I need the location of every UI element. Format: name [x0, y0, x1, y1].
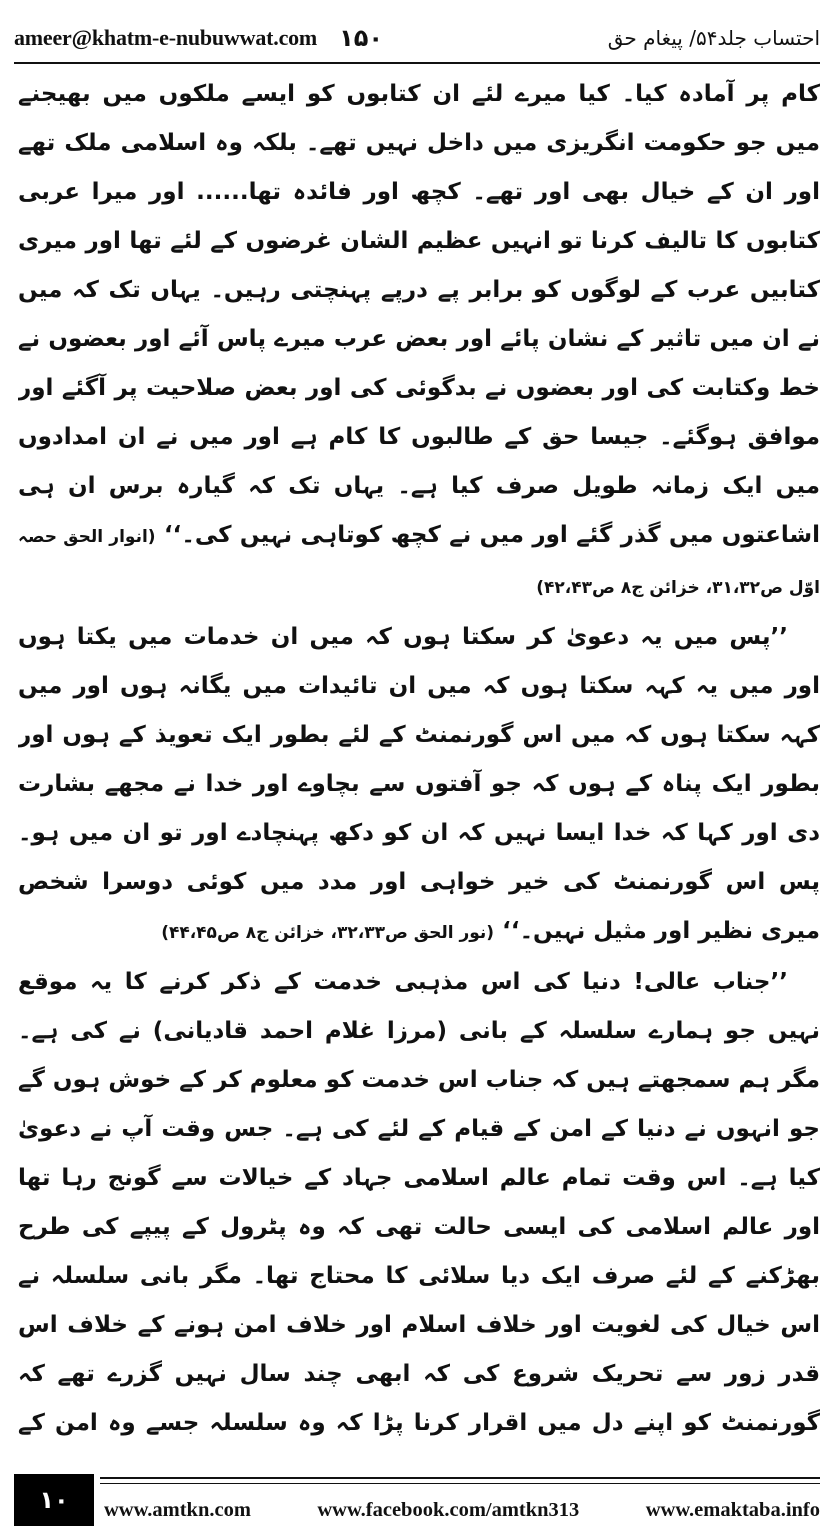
paragraph-2-text: ’’پس میں یہ دعویٰ کر سکتا ہوں کہ میں ان خدمات میں یکتا ہوں اور میں یہ کہہ سکتا ہوں کہ میں ان تائیدات میں یگانہ ہوں اور میں کہہ سکتا ہوں کہ میں اس گورنمنٹ کے لئے بطور ایک تعویذ کے ہوں اور بطور ایک پناہ کے ہوں کہ جو آفتوں سے بچاوے اور خدا نے مجھے بشارت دی اور کہا کہ خدا ایسا نہیں کہ ان کو دکھ پہنچادے اور تو ان میں ہو۔ پس اس گورنمنٹ کی خیر خواہی اور مدد میں کوئی دوسرا شخص میری نظیر اور مثیل نہیں۔‘‘: [18, 624, 820, 944]
paragraph-1-reference: (انوار الحق حصہ اوّل ص۳۱،۳۲، خزائن ج۸ ص۴۲،۴۳): [18, 527, 820, 598]
header-page-number: ۱۵۰: [339, 24, 384, 52]
footer-divider-thick: [100, 1477, 820, 1479]
page-header: [14, 18, 820, 58]
header-book-title: احتساب جلد۵۴/ پیغام حق: [607, 26, 820, 50]
footer-link-amtkn[interactable]: www.amtkn.com: [104, 1498, 251, 1521]
footer-divider-thin: [100, 1483, 820, 1484]
footer-link-emaktaba[interactable]: www.emaktaba.info: [645, 1498, 820, 1521]
paragraph-3: [18, 958, 820, 1455]
header-divider: [14, 62, 820, 64]
header-email: ameer@khatm-e-nubuwwat.com: [14, 25, 318, 50]
paragraph-2-reference: (نور الحق ص۳۲،۳۳، خزائن ج۸ ص۴۴،۴۵): [161, 923, 495, 943]
paragraph-1: [18, 70, 820, 613]
paragraph-1-text: کام پر آمادہ کیا۔ کیا میرے لئے ان کتابوں کو ایسے ملکوں میں بھیجنے میں جو حکومت انگریزی میں داخل نہیں تھے۔ بلکہ وہ اسلامی ملک تھے اور ان کے خیال بھی اور تھے۔ کچھ اور فائدہ تھا...... اور میرا عربی کتابوں کا تالیف کرنا تو انہیں عظیم الشان غرضوں کے لئے تھا اور میری کتابیں عرب کے لوگوں کو برابر پے درپے پہنچتی رہیں۔ یہاں تک کہ میں نے ان میں تاثیر کے نشان پائے اور بعض عرب میرے پاس آئے اور بعضوں نے خط وکتابت کی اور بعضوں نے بدگوئی کی اور بعض صلاحیت پر آگئے اور موافق ہوگئے۔ جیسا حق کے طالبوں کا کام ہے اور میں نے ان امدادوں میں ایک زمانہ طویل صرف کیا ہے۔ یہاں تک کہ گیارہ برس ان ہی اشاعتوں میں گذر گئے اور میں نے کچھ کوتاہی نہیں کی۔‘‘: [18, 81, 820, 548]
footer-links: [104, 1492, 820, 1528]
page-body: [18, 70, 820, 1455]
paragraph-2: [18, 613, 820, 958]
footer-link-facebook[interactable]: www.facebook.com/amtkn313: [317, 1498, 580, 1521]
paragraph-3-text: ’’جناب عالی! دنیا کی اس مذہبی خدمت کے ذکر کرنے کا یہ موقع نہیں جو ہمارے سلسلہ کے بانی (مرزا غلام احمد قادیانی) نے کی ہے۔ مگر ہم سمجھتے ہیں کہ جناب اس خدمت کو معلوم کر کے خوش ہوں گے جو انہوں نے دنیا کے امن کے قیام کے لئے کی ہے۔ جس وقت آپ نے دعویٰ کیا ہے۔ اس وقت تمام عالم اسلامی جہاد کے خیالات سے گونج رہا تھا اور عالم اسلامی کی ایسی حالت تھی کہ وہ پٹرول کے پیپے کی طرح بھڑکنے کے لئے صرف ایک دیا سلائی کا محتاج تھا۔ مگر بانی سلسلہ نے اس خیال کی لغویت اور خلاف اسلام اور خلاف امن ہونے کے خلاف اس قدر زور سے تحریک شروع کی کہ ابھی چند سال نہیں گزرے تھے کہ گورنمنٹ کو اپنے دل میں اقرار کرنا پڑا کہ وہ سلسلہ جسے وہ امن کے: [18, 969, 820, 1436]
footer-page-number: ۱۰: [14, 1474, 94, 1526]
header-left: [14, 24, 383, 52]
